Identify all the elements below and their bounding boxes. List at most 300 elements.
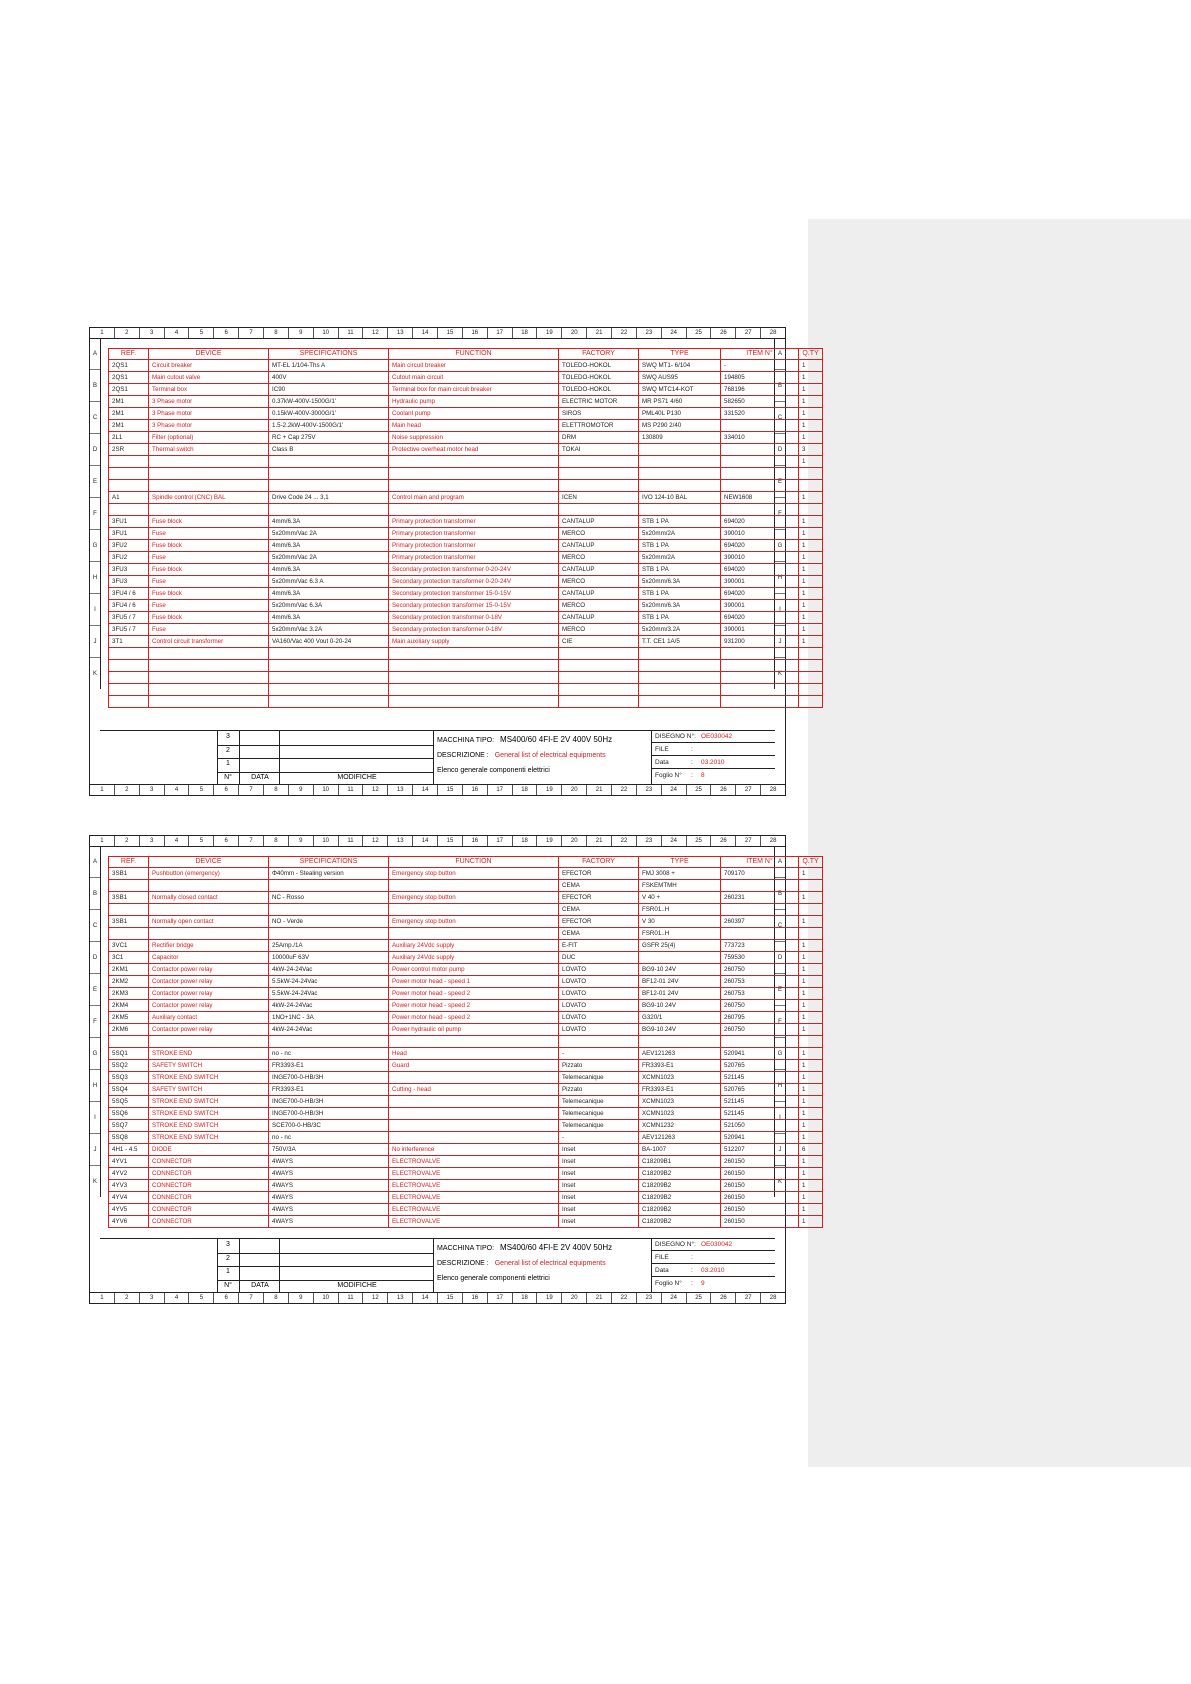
- table-cell: 3VC1: [109, 940, 149, 952]
- table-cell: Inset: [559, 1180, 639, 1192]
- sheet-number-label: Foglio N°: [655, 772, 682, 779]
- column-number: 21: [587, 1293, 612, 1303]
- table-cell: 5SQ3: [109, 1072, 149, 1084]
- table-cell: 4WAYS: [269, 1216, 389, 1228]
- drawing-date: [651, 757, 775, 769]
- column-header: REF.: [109, 349, 149, 360]
- table-cell: 390001: [721, 624, 799, 636]
- table-cell: V 40 +: [639, 892, 721, 904]
- file-name: [651, 1252, 775, 1264]
- row-letter: F: [90, 498, 100, 530]
- revision-row: [217, 1253, 433, 1268]
- row-letter: B: [775, 878, 785, 910]
- drawing-date-value: 03.2010: [701, 759, 725, 766]
- table-cell: 5x20mm/Vac 6.3 A: [269, 576, 389, 588]
- table-cell: Contactor power relay: [149, 964, 269, 976]
- table-cell: 5x20mm/6.3A: [639, 600, 721, 612]
- table-cell: [389, 1036, 559, 1048]
- table-cell: 4YV6: [109, 1216, 149, 1228]
- table-cell: CIE: [559, 636, 639, 648]
- table-row: [109, 444, 823, 456]
- table-cell: A1: [109, 492, 149, 504]
- column-number: 23: [637, 1293, 662, 1303]
- table-cell: ELECTROVALVE: [389, 1156, 559, 1168]
- table-cell: 2KM1: [109, 964, 149, 976]
- equipment-list-table: [108, 348, 823, 708]
- table-cell: 694020: [721, 540, 799, 552]
- table-cell: 4mm/6.3A: [269, 588, 389, 600]
- table-row: [109, 1168, 823, 1180]
- table-cell: 694020: [721, 612, 799, 624]
- revision-number: 1: [226, 760, 230, 767]
- table-cell: FSKEMTMH: [639, 880, 721, 892]
- column-number: 23: [637, 836, 662, 846]
- table-cell: 390010: [721, 528, 799, 540]
- table-cell: [559, 672, 639, 684]
- table-cell: 1: [799, 940, 823, 952]
- table-cell: [109, 504, 149, 516]
- column-number: 3: [140, 785, 165, 795]
- table-row: [109, 1156, 823, 1168]
- column-header: FUNCTION: [389, 857, 559, 868]
- column-number: 15: [438, 836, 463, 846]
- row-ruler-left: [90, 846, 101, 1197]
- table-cell: TOLEDO-HOKOL: [559, 372, 639, 384]
- table-cell: 1: [799, 1168, 823, 1180]
- column-number: 4: [165, 785, 190, 795]
- table-cell: 5SQ2: [109, 1060, 149, 1072]
- table-cell: 2QS1: [109, 384, 149, 396]
- table-cell: [389, 1072, 559, 1084]
- machine-type: [437, 1243, 612, 1252]
- table-cell: STB 1 PA: [639, 588, 721, 600]
- table-cell: 3FU5 / 7: [109, 612, 149, 624]
- table-cell: 4mm/6.3A: [269, 612, 389, 624]
- table-cell: Power motor head - speed 2: [389, 988, 559, 1000]
- table-cell: 1: [799, 1132, 823, 1144]
- revision-row: [217, 1280, 433, 1294]
- table-cell: SWQ MT1- 6/104: [639, 360, 721, 372]
- row-letter: C: [90, 402, 100, 434]
- table-cell: ICEN: [559, 492, 639, 504]
- table-cell: 5x20mm/6.3A: [639, 576, 721, 588]
- column-number: 15: [438, 785, 463, 795]
- table-cell: Main auxiliary supply: [389, 636, 559, 648]
- revision-number: 3: [226, 1241, 230, 1248]
- table-cell: Fuse: [149, 576, 269, 588]
- table-cell: 260397: [721, 916, 799, 928]
- table-cell: [269, 480, 389, 492]
- table-cell: ELETTROMOTOR: [559, 420, 639, 432]
- table-cell: Spindle control (CNC) BAL: [149, 492, 269, 504]
- column-number: 22: [612, 836, 637, 846]
- revision-change: [279, 731, 434, 745]
- drawing-number-value: OE030042: [701, 733, 733, 740]
- column-number: 27: [736, 328, 761, 338]
- table-cell: FR3393-E1: [639, 1060, 721, 1072]
- table-cell: 260750: [721, 964, 799, 976]
- table-cell: Cutting - head: [389, 1084, 559, 1096]
- table-cell: 750V/3A: [269, 1144, 389, 1156]
- table-cell: [389, 1132, 559, 1144]
- title-block-description: [433, 731, 652, 785]
- table-row: [109, 1096, 823, 1108]
- table-cell: [799, 880, 823, 892]
- table-cell: no - nc: [269, 1048, 389, 1060]
- column-number: 14: [413, 785, 438, 795]
- drawing-number: [651, 731, 775, 743]
- column-number: 22: [612, 785, 637, 795]
- table-cell: MT-EL 1/104-Ths A: [269, 360, 389, 372]
- column-number: 1: [90, 328, 115, 338]
- table-cell: 390001: [721, 600, 799, 612]
- table-cell: 260150: [721, 1156, 799, 1168]
- table-row: [109, 904, 823, 916]
- table-cell: Power hydraulic oil pump: [389, 1024, 559, 1036]
- table-cell: 512207: [721, 1144, 799, 1156]
- column-number: 16: [463, 1293, 488, 1303]
- table-cell: STB 1 PA: [639, 540, 721, 552]
- table-row: [109, 504, 823, 516]
- table-header-row: [109, 349, 823, 360]
- machine-type-value: MS400/60 4FI-E 2V 400V 50Hz: [500, 735, 613, 744]
- table-row: [109, 564, 823, 576]
- table-cell: [269, 880, 389, 892]
- table-cell: [721, 420, 799, 432]
- table-cell: 1: [799, 396, 823, 408]
- table-row: [109, 480, 823, 492]
- table-cell: 390001: [721, 576, 799, 588]
- table-cell: 2M1: [109, 408, 149, 420]
- table-cell: NC - Rosso: [269, 892, 389, 904]
- table-cell: Telemecanique: [559, 1120, 639, 1132]
- table-cell: SAFETY SWITCH: [149, 1060, 269, 1072]
- table-cell: LOVATO: [559, 976, 639, 988]
- table-cell: [389, 684, 559, 696]
- column-header: FACTORY: [559, 857, 639, 868]
- table-cell: Fuse block: [149, 516, 269, 528]
- table-cell: Control circuit transformer: [149, 636, 269, 648]
- column-header: ITEM N°: [721, 349, 799, 360]
- table-cell: BG9-10 24V: [639, 1024, 721, 1036]
- table-row: [109, 636, 823, 648]
- table-cell: DRM: [559, 432, 639, 444]
- table-cell: INGE700-0-HB/3H: [269, 1096, 389, 1108]
- table-cell: 2KM4: [109, 1000, 149, 1012]
- table-cell: Fuse: [149, 528, 269, 540]
- table-cell: Control main and program: [389, 492, 559, 504]
- table-cell: 1: [799, 1108, 823, 1120]
- table-cell: 521145: [721, 1072, 799, 1084]
- table-cell: Primary protection transformer: [389, 540, 559, 552]
- table-row: [109, 988, 823, 1000]
- table-cell: AEV121263: [639, 1048, 721, 1060]
- table-cell: [721, 660, 799, 672]
- revision-number: N°: [224, 773, 232, 781]
- revision-date: DATA: [239, 772, 280, 786]
- table-cell: Primary protection transformer: [389, 516, 559, 528]
- table-cell: [269, 456, 389, 468]
- table-cell: Telemecanique: [559, 1108, 639, 1120]
- table-cell: [799, 648, 823, 660]
- table-cell: 1: [799, 964, 823, 976]
- column-number: 1: [90, 1293, 115, 1303]
- table-cell: 4YV4: [109, 1192, 149, 1204]
- revision-grid: [217, 1239, 434, 1293]
- separator: :: [691, 1254, 693, 1261]
- table-cell: SWQ AUS95: [639, 372, 721, 384]
- table-cell: STB 1 PA: [639, 564, 721, 576]
- table-cell: [389, 904, 559, 916]
- row-letter: B: [90, 370, 100, 402]
- row-letter: J: [775, 626, 785, 658]
- table-cell: SCE700-0-HB/3C: [269, 1120, 389, 1132]
- machine-type-label: MACCHINA TIPO:: [437, 737, 495, 744]
- table-row: [109, 1180, 823, 1192]
- table-cell: Φ40mm - Stealing version: [269, 868, 389, 880]
- row-letter: C: [90, 910, 100, 942]
- table-cell: MERCO: [559, 600, 639, 612]
- table-row: [109, 672, 823, 684]
- revision-row: [217, 731, 433, 746]
- table-cell: CONNECTOR: [149, 1156, 269, 1168]
- table-cell: 1: [799, 408, 823, 420]
- table-cell: FR3393-E1: [269, 1060, 389, 1072]
- table-cell: 1: [799, 552, 823, 564]
- table-cell: IVO 124-10 BAL: [639, 492, 721, 504]
- row-letter: K: [92, 670, 97, 677]
- table-cell: 4WAYS: [269, 1168, 389, 1180]
- drawing-number-value: OE030042: [701, 1241, 733, 1248]
- column-number: 26: [711, 785, 736, 795]
- table-cell: [109, 648, 149, 660]
- table-cell: [559, 456, 639, 468]
- column-number: 1: [90, 836, 115, 846]
- table-cell: [389, 1120, 559, 1132]
- table-cell: [149, 684, 269, 696]
- table-cell: 4YV5: [109, 1204, 149, 1216]
- separator: :: [691, 1267, 693, 1274]
- column-number: 26: [711, 328, 736, 338]
- row-letter: K: [777, 670, 782, 677]
- revision-date: [239, 1266, 280, 1280]
- table-cell: 3FU5 / 7: [109, 624, 149, 636]
- table-cell: 520941: [721, 1048, 799, 1060]
- column-number: 4: [165, 328, 190, 338]
- column-number: 4: [165, 1293, 190, 1303]
- table-cell: 694020: [721, 516, 799, 528]
- column-number: 5: [189, 1293, 214, 1303]
- table-cell: Fuse: [149, 624, 269, 636]
- table-row: [109, 1024, 823, 1036]
- column-number: 22: [612, 1293, 637, 1303]
- table-cell: STROKE END SWITCH: [149, 1120, 269, 1132]
- table-cell: [149, 468, 269, 480]
- table-cell: Protective overheat motor head: [389, 444, 559, 456]
- table-row: [109, 540, 823, 552]
- column-number: 13: [388, 785, 413, 795]
- table-cell: [799, 904, 823, 916]
- sheet-number: [651, 1278, 775, 1289]
- column-number: 5: [189, 328, 214, 338]
- table-cell: CANTALUP: [559, 564, 639, 576]
- table-row: [109, 940, 823, 952]
- separator: :: [691, 1280, 693, 1287]
- table-cell: Normally open contact: [149, 916, 269, 928]
- table-cell: 3FU1: [109, 528, 149, 540]
- drawing-number-label: DISEGNO N°:: [655, 733, 696, 740]
- table-cell: [721, 1036, 799, 1048]
- table-cell: [149, 660, 269, 672]
- table-cell: 1: [799, 988, 823, 1000]
- column-number: 6: [214, 785, 239, 795]
- table-cell: 1.5-2.2kW-400V-1500G/1': [269, 420, 389, 432]
- table-cell: [799, 696, 823, 708]
- table-row: [109, 1000, 823, 1012]
- table-cell: STROKE END SWITCH: [149, 1132, 269, 1144]
- table-row: [109, 868, 823, 880]
- table-cell: [721, 904, 799, 916]
- table-cell: CONNECTOR: [149, 1180, 269, 1192]
- table-cell: Contactor power relay: [149, 988, 269, 1000]
- table-row: [109, 600, 823, 612]
- table-cell: [389, 1096, 559, 1108]
- table-cell: [149, 480, 269, 492]
- file-name-label: FILE: [655, 1254, 669, 1261]
- column-number: 11: [339, 785, 364, 795]
- table-cell: [721, 648, 799, 660]
- table-cell: 1: [799, 564, 823, 576]
- table-cell: 3 Phase motor: [149, 408, 269, 420]
- table-cell: Fuse block: [149, 588, 269, 600]
- column-number: 13: [388, 328, 413, 338]
- table-cell: Emergency stop button: [389, 916, 559, 928]
- table-cell: [269, 1036, 389, 1048]
- table-cell: 5x20mm/Vac 2A: [269, 528, 389, 540]
- table-cell: G320/1: [639, 1012, 721, 1024]
- table-cell: ELECTRIC MOTOR: [559, 396, 639, 408]
- table-cell: 5.5kW-24-24Vac: [269, 976, 389, 988]
- column-number: 9: [289, 836, 314, 846]
- column-number: 28: [769, 787, 777, 793]
- drawing-sheet-2: [89, 835, 819, 1304]
- table-cell: 2KM3: [109, 988, 149, 1000]
- table-row: [109, 964, 823, 976]
- table-cell: C18209B2: [639, 1216, 721, 1228]
- table-cell: [799, 672, 823, 684]
- table-cell: [559, 1036, 639, 1048]
- table-cell: 709170: [721, 868, 799, 880]
- revision-change: [279, 1253, 434, 1267]
- table-cell: Emergency stop button: [389, 868, 559, 880]
- column-number: 18: [513, 1293, 538, 1303]
- table-cell: [109, 480, 149, 492]
- table-cell: MERCO: [559, 552, 639, 564]
- table-cell: 334010: [721, 432, 799, 444]
- column-ruler-bottom: [90, 784, 785, 795]
- table-cell: 260750: [721, 1024, 799, 1036]
- table-cell: [109, 696, 149, 708]
- column-number: 20: [562, 1293, 587, 1303]
- table-cell: 400V: [269, 372, 389, 384]
- table-row: [109, 528, 823, 540]
- table-cell: TOLEDO-HOKOL: [559, 384, 639, 396]
- title-block-info: [651, 1239, 775, 1293]
- row-letter: A: [90, 846, 100, 878]
- column-number: 12: [363, 785, 388, 795]
- revision-change: [279, 758, 434, 772]
- table-cell: ELECTROVALVE: [389, 1192, 559, 1204]
- table-cell: T.T. CE1 1A/5: [639, 636, 721, 648]
- column-number: 12: [363, 1293, 388, 1303]
- table-cell: 194805: [721, 372, 799, 384]
- table-cell: Guard: [389, 1060, 559, 1072]
- table-row: [109, 1012, 823, 1024]
- table-cell: C18209B2: [639, 1192, 721, 1204]
- table-cell: Normally closed contact: [149, 892, 269, 904]
- column-number: 10: [314, 785, 339, 795]
- table-row: [109, 880, 823, 892]
- table-cell: [639, 1036, 721, 1048]
- drawing-date-value: 03.2010: [701, 1267, 725, 1274]
- table-row: [109, 372, 823, 384]
- table-cell: Contactor power relay: [149, 976, 269, 988]
- column-header: SPECIFICATIONS: [269, 857, 389, 868]
- table-row: [109, 648, 823, 660]
- table-cell: BF12-01 24V: [639, 988, 721, 1000]
- column-number: 19: [537, 1293, 562, 1303]
- table-cell: 1: [799, 868, 823, 880]
- table-cell: Pushbutton (emergency): [149, 868, 269, 880]
- table-row: [109, 1216, 823, 1228]
- table-cell: [799, 660, 823, 672]
- table-cell: 4kW-24-24Vac: [269, 1000, 389, 1012]
- table-cell: FSR01..H: [639, 928, 721, 940]
- table-cell: 260150: [721, 1168, 799, 1180]
- column-number: 25: [687, 836, 712, 846]
- table-cell: Rectifier bridge: [149, 940, 269, 952]
- table-cell: Hydraulic pump: [389, 396, 559, 408]
- title-block-description: [433, 1239, 652, 1293]
- table-cell: 5x20mm/3.2A: [639, 624, 721, 636]
- description-label: DESCRIZIONE :: [437, 1260, 489, 1267]
- table-cell: [721, 480, 799, 492]
- table-cell: 4mm/6.3A: [269, 516, 389, 528]
- table-cell: Emergency stop button: [389, 892, 559, 904]
- table-cell: [721, 456, 799, 468]
- table-row: [109, 408, 823, 420]
- table-cell: Contactor power relay: [149, 1024, 269, 1036]
- description-italian: Elenco generale componenti elettrici: [437, 1275, 550, 1282]
- table-cell: Fuse block: [149, 612, 269, 624]
- table-cell: Filter (optional): [149, 432, 269, 444]
- table-cell: 3FU4 / 6: [109, 600, 149, 612]
- table-cell: 694020: [721, 564, 799, 576]
- column-number: 19: [537, 836, 562, 846]
- row-letter: C: [775, 910, 785, 942]
- table-cell: 1: [799, 1084, 823, 1096]
- table-cell: [639, 684, 721, 696]
- revision-number: 2: [226, 1254, 230, 1262]
- table-row: [109, 928, 823, 940]
- revision-number: 2: [226, 746, 230, 754]
- revision-date: [239, 1239, 280, 1253]
- table-cell: [639, 648, 721, 660]
- column-number: 14: [413, 328, 438, 338]
- table-cell: 1NO+1NC - 3A: [269, 1012, 389, 1024]
- table-cell: [639, 444, 721, 456]
- column-number: 24: [662, 328, 687, 338]
